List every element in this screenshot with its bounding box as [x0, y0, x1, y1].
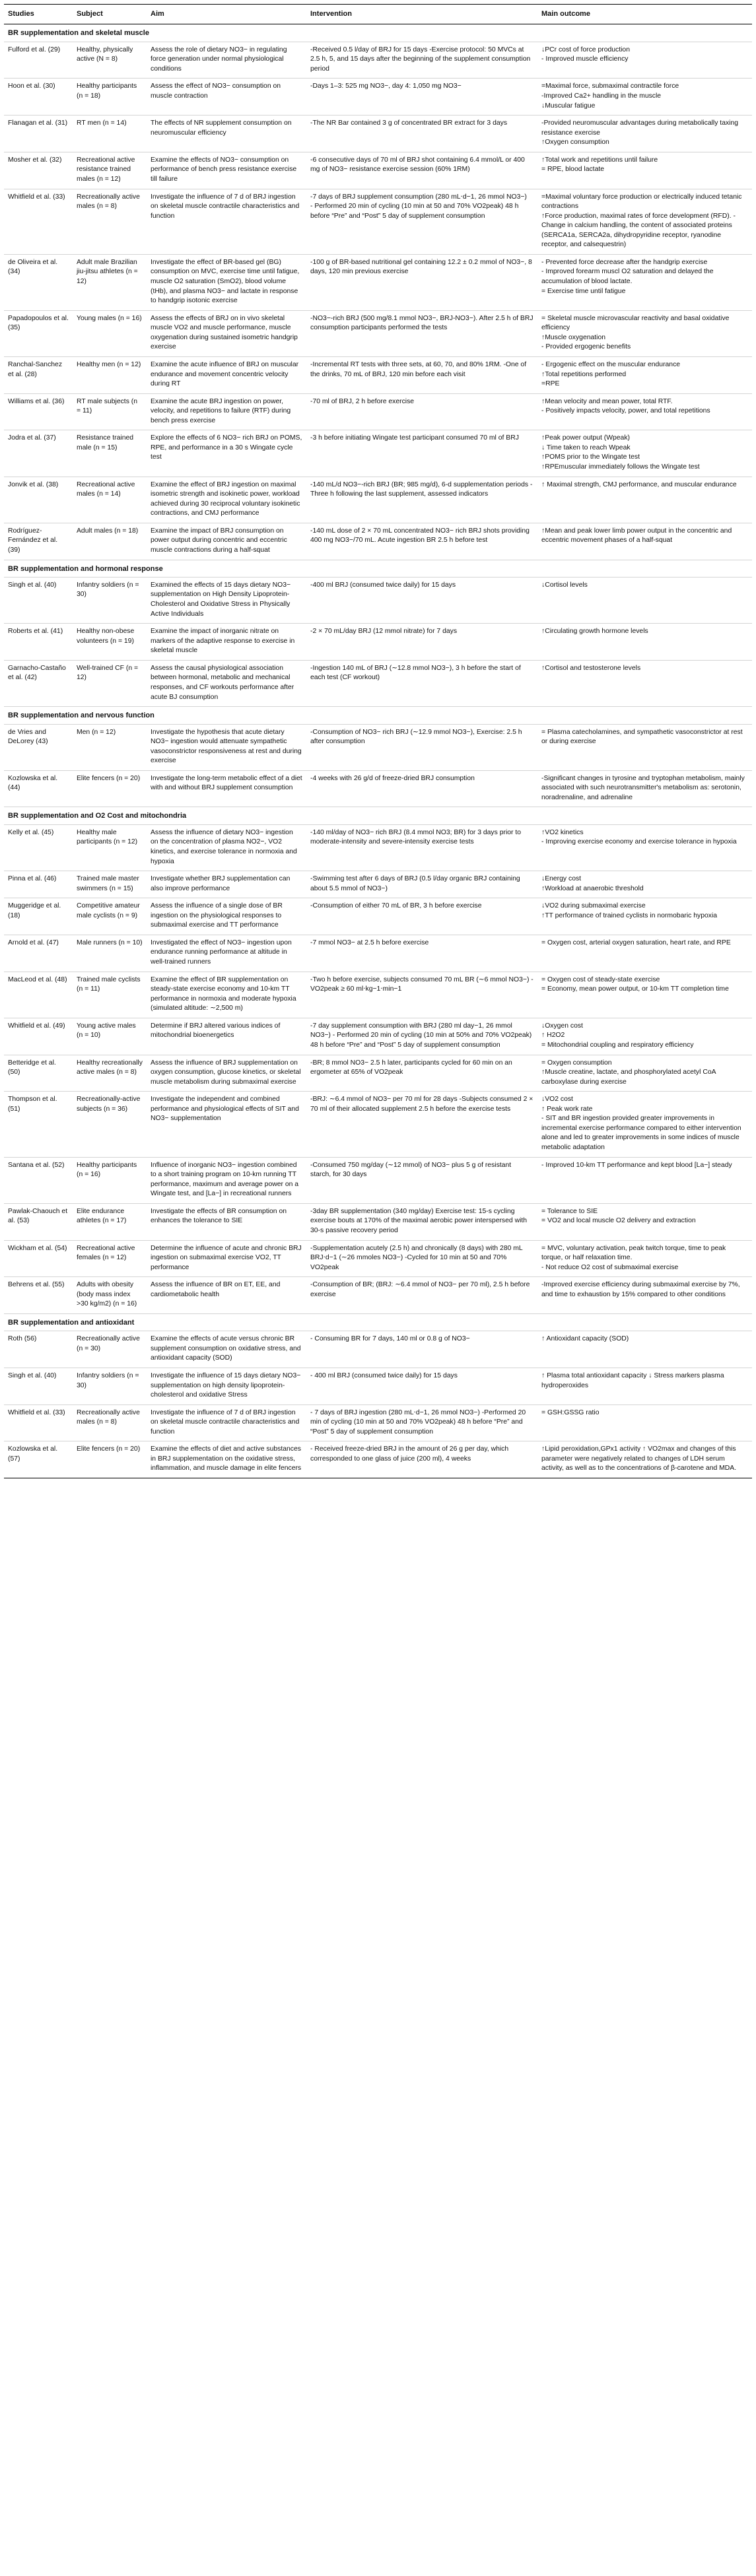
table-row: [4, 724, 752, 770]
outcome-cell: -Provided neuromuscular advantages during metabolically taxing resistance exercise ↑Oxygen consumption: [537, 116, 752, 152]
aim-cell: The effects of NR supplement consumption on neuromuscular efficiency: [147, 116, 306, 152]
outcome-cell: ↑VO2 kinetics - Improving exercise economy and exercise tolerance in hypoxia: [537, 824, 752, 871]
aim-cell: Examine the effect of BRJ ingestion on maximal isometric strength and isokinetic power, workload achieved during 30 reciprocal voluntary isokinetic contractions, and CMJ performance: [147, 477, 306, 523]
study-cell: Whitfield et al. (49): [4, 1018, 73, 1055]
outcome-cell: ↑ Antioxidant capacity (SOD): [537, 1331, 752, 1368]
subject-cell: Healthy participants (n = 16): [73, 1157, 147, 1203]
table-row: [4, 356, 752, 393]
section-title: BR supplementation and skeletal muscle: [4, 24, 752, 42]
outcome-cell: ↑Peak power output (Wpeak) ↓ Time taken to reach Wpeak ↑POMS prior to the Wingate test ↑RPEmuscular immediately follows the Wingate test: [537, 430, 752, 477]
intervention-cell: -BR; 8 mmol NO3− 2.5 h later, participants cycled for 60 min on an ergometer at 65% of VO2peak: [306, 1055, 537, 1092]
study-cell: Jodra et al. (37): [4, 430, 73, 477]
subject-cell: Healthy, physically active (N = 8): [73, 42, 147, 79]
section-row: [4, 24, 752, 42]
outcome-cell: ↑Mean velocity and mean power, total RTF. - Positively impacts velocity, power, and total repetitions: [537, 393, 752, 430]
subject-cell: Healthy male participants (n = 12): [73, 824, 147, 871]
outcome-cell: ↑Total work and repetitions until failure = RPE, blood lactate: [537, 152, 752, 189]
intervention-cell: -140 mL dose of 2 × 70 mL concentrated NO3− rich BRJ shots providing 400 mg NO3−/70 mL. Acute ingestion BR 2.5 h before test: [306, 523, 537, 560]
subject-cell: Competitive amateur male cyclists (n = 9): [73, 898, 147, 935]
table-row: [4, 42, 752, 79]
section-title: BR supplementation and hormonal response: [4, 560, 752, 577]
header-row: [4, 5, 752, 24]
study-cell: Ranchal-Sanchez et al. (28): [4, 356, 73, 393]
aim-cell: Assess the influence of BR on ET, EE, and cardiometabolic health: [147, 1277, 306, 1314]
aim-cell: Examine the acute BRJ ingestion on power, velocity, and repetitions to failure (RTF) during bench press exercise: [147, 393, 306, 430]
outcome-cell: ↑Cortisol and testosterone levels: [537, 660, 752, 706]
subject-cell: Healthy non-obese volunteers (n = 19): [73, 624, 147, 661]
outcome-cell: = GSH:GSSG ratio: [537, 1404, 752, 1441]
table-row: [4, 189, 752, 254]
outcome-cell: ↑Circulating growth hormone levels: [537, 624, 752, 661]
study-cell: Santana et al. (52): [4, 1157, 73, 1203]
intervention-cell: -3day BR supplementation (340 mg/day) Exercise test: 15-s cycling exercise bouts at 170% of the maximal aerobic power interspersed with 30-s passive recovery period: [306, 1203, 537, 1240]
intervention-cell: -70 ml of BRJ, 2 h before exercise: [306, 393, 537, 430]
data-table: [4, 4, 752, 1478]
study-cell: Singh et al. (40): [4, 577, 73, 623]
subject-cell: Elite endurance athletes (n = 17): [73, 1203, 147, 1240]
table-row: [4, 79, 752, 116]
section-title: BR supplementation and antioxidant: [4, 1313, 752, 1331]
aim-cell: Examine the effects of acute versus chronic BR supplement consumption on oxidative stress, and antioxidant capacity (SOD): [147, 1331, 306, 1368]
subject-cell: Recreationally active males (n = 8): [73, 189, 147, 254]
intervention-cell: -Supplementation acutely (2.5 h) and chronically (8 days) with 280 mL BRJ⋅d−1 (∼26 mmoles NO3−) -Cycled for 10 min at 50 and 70% VO2peak: [306, 1240, 537, 1277]
subject-cell: Trained male master swimmers (n = 15): [73, 871, 147, 898]
aim-cell: Examined the effects of 15 days dietary NO3− supplementation on High Density Lipoprotein-Cholesterol and Oxidative Stress in Physically Active Individuals: [147, 577, 306, 623]
study-cell: Whitfield et al. (33): [4, 189, 73, 254]
study-cell: Jonvik et al. (38): [4, 477, 73, 523]
subject-cell: Adult males (n = 18): [73, 523, 147, 560]
subject-cell: Young males (n = 16): [73, 310, 147, 356]
outcome-cell: = MVC, voluntary activation, peak twitch torque, time to peak torque, or half relaxation time. - Not reduce O2 cost of submaximal exercise: [537, 1240, 752, 1277]
table-row: [4, 310, 752, 356]
section-row: [4, 807, 752, 824]
outcome-cell: =Maximal force, submaximal contractile force -Improved Ca2+ handling in the muscle ↓Muscular fatigue: [537, 79, 752, 116]
intervention-cell: -Two h before exercise, subjects consumed 70 mL BR (∼6 mmol NO3−) - VO2peak ≥ 60 ml⋅kg−1⋅min−1: [306, 972, 537, 1018]
outcome-cell: =Maximal voluntary force production or electrically induced tetanic contractions ↑Force production, maximal rates of force development (RFD). - Change in calcium handling, the content of associated proteins (SERCA1a, SERCA2a, dihydropyridine receptor, ryanodine receptor, and calsequestrin): [537, 189, 752, 254]
study-cell: Rodríguez-Fernández et al. (39): [4, 523, 73, 560]
study-cell: Kelly et al. (45): [4, 824, 73, 871]
table-row: [4, 1404, 752, 1441]
subject-cell: Well-trained CF (n = 12): [73, 660, 147, 706]
table-row: [4, 1368, 752, 1404]
table-row: [4, 1240, 752, 1277]
table-row: [4, 430, 752, 477]
study-cell: Singh et al. (40): [4, 1368, 73, 1404]
aim-cell: Assess the effect of NO3− consumption on muscle contraction: [147, 79, 306, 116]
aim-cell: Assess the influence of a single dose of BR ingestion on the physiological responses to submaximal exercise and TT performance: [147, 898, 306, 935]
table-row: [4, 577, 752, 623]
table-row: [4, 770, 752, 807]
aim-cell: Examine the effects of NO3− consumption on performance of bench press resistance exercise till failure: [147, 152, 306, 189]
study-cell: Hoon et al. (30): [4, 79, 73, 116]
subject-cell: Resistance trained male (n = 15): [73, 430, 147, 477]
intervention-cell: -140 ml/day of NO3− rich BRJ (8.4 mmol NO3; BR) for 3 days prior to moderate-intensity and severe-intensity exercise tests: [306, 824, 537, 871]
aim-cell: Assess the influence of dietary NO3− ingestion on the concentration of plasma NO2−, VO2 kinetics, and exercise tolerance in normoxia and hypoxia: [147, 824, 306, 871]
intervention-cell: -6 consecutive days of 70 ml of BRJ shot containing 6.4 mmol/L or 400 mg of NO3− resistance exercise session (60% 1RM): [306, 152, 537, 189]
intervention-cell: - 7 days of BRJ ingestion (280 mL⋅d−1, 26 mmol NO3−) -Performed 20 min of cycling (10 min at 50 and 70% VO2peak) 48 h before “Pre” and “Post” 5 day of supplement consumption: [306, 1404, 537, 1441]
table-row: [4, 152, 752, 189]
column-header-main-outcome: Main outcome: [537, 5, 752, 24]
aim-cell: Investigate the long-term metabolic effect of a diet with and without BRJ supplement consumption: [147, 770, 306, 807]
intervention-cell: -100 g of BR-based nutritional gel containing 12.2 ± 0.2 mmol of NO3−, 8 days, 120 min previous exercise: [306, 254, 537, 310]
outcome-cell: ↑ Maximal strength, CMJ performance, and muscular endurance: [537, 477, 752, 523]
aim-cell: Assess the effects of BRJ on in vivo skeletal muscle VO2 and muscle performance, muscle oxygenation during sustained isometric handgrip exercise: [147, 310, 306, 356]
section-row: [4, 560, 752, 577]
study-cell: Roth (56): [4, 1331, 73, 1368]
intervention-cell: -The NR Bar contained 3 g of concentrated BR extract for 3 days: [306, 116, 537, 152]
subject-cell: Healthy participants (n = 18): [73, 79, 147, 116]
outcome-cell: ↓Oxygen cost ↑ H2O2 = Mitochondrial coupling and respiratory efficiency: [537, 1018, 752, 1055]
study-cell: Kozlowska et al. (44): [4, 770, 73, 807]
intervention-cell: -7 mmol NO3− at 2.5 h before exercise: [306, 935, 537, 972]
intervention-cell: -7 days of BRJ supplement consumption (280 mL⋅d−1, 26 mmol NO3−) - Performed 20 min of cycling (10 min at 50 and 70% VO2peak) 48 h before “Pre” and “Post” 5 day of supplement consumption: [306, 189, 537, 254]
column-header-subject: Subject: [73, 5, 147, 24]
aim-cell: Determine if BRJ altered various indices of mitochondrial bioenergetics: [147, 1018, 306, 1055]
intervention-cell: -Incremental RT tests with three sets, at 60, 70, and 80% 1RM. -One of the drinks, 70 mL of BRJ, 120 min before each visit: [306, 356, 537, 393]
study-cell: Papadopoulos et al. (35): [4, 310, 73, 356]
aim-cell: Assess the influence of BRJ supplementation on oxygen consumption, glucose kinetics, or skeletal muscle metabolism during submaximal exercise: [147, 1055, 306, 1092]
table-row: [4, 1203, 752, 1240]
study-cell: de Vries and DeLorey (43): [4, 724, 73, 770]
intervention-cell: - Received freeze-dried BRJ in the amount of 26 g per day, which corresponded to one glass of juice (200 ml), 4 weeks: [306, 1441, 537, 1478]
table-row: [4, 477, 752, 523]
table-row: [4, 935, 752, 972]
aim-cell: Determine the influence of acute and chronic BRJ ingestion on submaximal exercise VO2, TT performance: [147, 1240, 306, 1277]
study-cell: Mosher et al. (32): [4, 152, 73, 189]
intervention-cell: -Days 1–3: 525 mg NO3−, day 4: 1,050 mg NO3−: [306, 79, 537, 116]
study-cell: Flanagan et al. (31): [4, 116, 73, 152]
subject-cell: Recreational active resistance trained males (n = 12): [73, 152, 147, 189]
aim-cell: Examine the effect of BR supplementation on steady-state exercise economy and 10-km TT performance in normoxia and moderate hypoxia (simulated altitude: ∼2,500 m): [147, 972, 306, 1018]
aim-cell: Investigate the influence of 15 days dietary NO3− supplementation on high density lipoprotein-cholesterol and oxidative Stress: [147, 1368, 306, 1404]
table-row: [4, 393, 752, 430]
table-row: [4, 1018, 752, 1055]
aim-cell: Investigate the influence of 7 d of BRJ ingestion on skeletal muscle contractile characteristics and function: [147, 189, 306, 254]
aim-cell: Examine the effects of diet and active substances in BRJ supplementation on the oxidative stress, inflammation, and muscle damage in elite fencers: [147, 1441, 306, 1478]
subject-cell: Recreationally-active subjects (n = 36): [73, 1092, 147, 1157]
table-row: [4, 898, 752, 935]
outcome-cell: ↓VO2 cost ↑ Peak work rate - SIT and BR ingestion provided greater improvements in incremental exercise performance compared to either intervention alone and led to greater improvements in some indices of muscle metabolic adaptation: [537, 1092, 752, 1157]
table-row: [4, 1441, 752, 1478]
intervention-cell: -Consumption of either 70 mL of BR, 3 h before exercise: [306, 898, 537, 935]
aim-cell: Investigate whether BRJ supplementation can also improve performance: [147, 871, 306, 898]
aim-cell: Investigate the influence of 7 d of BRJ ingestion on skeletal muscle contractile characteristics and function: [147, 1404, 306, 1441]
subject-cell: Infantry soldiers (n = 30): [73, 577, 147, 623]
aim-cell: Assess the causal physiological association between hormonal, metabolic and mechanical responses, and CF workouts performance after acute BJ consumption: [147, 660, 306, 706]
table-body: [4, 24, 752, 1478]
table-row: [4, 523, 752, 560]
subject-cell: Healthy men (n = 12): [73, 356, 147, 393]
subject-cell: Recreationally active males (n = 8): [73, 1404, 147, 1441]
subject-cell: Men (n = 12): [73, 724, 147, 770]
intervention-cell: -7 day supplement consumption with BRJ (280 ml day−1, 26 mmol NO3−) - Performed 20 min of cycling (10 min at 50% and 70% VO2peak) 48 h before “Pre” and “Post” 5 day of supplement consumption: [306, 1018, 537, 1055]
study-cell: Betteridge et al. (50): [4, 1055, 73, 1092]
table-row: [4, 1055, 752, 1092]
subject-cell: Infantry soldiers (n = 30): [73, 1368, 147, 1404]
subject-cell: Trained male cyclists (n = 11): [73, 972, 147, 1018]
aim-cell: Investigate the effect of BR-based gel (BG) consumption on MVC, exercise time until fatigue, muscle O2 saturation (SmO2), blood volume (tHb), and plasma NO3− and lactate in response to handgrip isotonic exercise: [147, 254, 306, 310]
subject-cell: Male runners (n = 10): [73, 935, 147, 972]
intervention-cell: -Consumption of NO3− rich BRJ (∼12.9 mmol NO3−), Exercise: 2.5 h after consumption: [306, 724, 537, 770]
outcome-cell: -Improved exercise efficiency during submaximal exercise by 7%, and time to exhaustion by 15% compared to other conditions: [537, 1277, 752, 1314]
study-cell: Kozlowska et al. (57): [4, 1441, 73, 1478]
intervention-cell: - 400 ml BRJ (consumed twice daily) for 15 days: [306, 1368, 537, 1404]
outcome-cell: = Plasma catecholamines, and sympathetic vasoconstrictor at rest or during exercise: [537, 724, 752, 770]
outcome-cell: ↓Cortisol levels: [537, 577, 752, 623]
subject-cell: Recreationally active (n = 30): [73, 1331, 147, 1368]
aim-cell: Investigated the effect of NO3− ingestion upon endurance running performance at altitude in well-trained runners: [147, 935, 306, 972]
section-row: [4, 1313, 752, 1331]
study-cell: de Oliveira et al. (34): [4, 254, 73, 310]
intervention-cell: -NO3−-rich BRJ (500 mg/8.1 mmol NO3−, BRJ-NO3−). After 2.5 h of BRJ consumption participants performed the tests: [306, 310, 537, 356]
study-cell: Roberts et al. (41): [4, 624, 73, 661]
aim-cell: Assess the role of dietary NO3− in regulating force generation under normal physiological conditions: [147, 42, 306, 79]
table-row: [4, 1157, 752, 1203]
study-cell: MacLeod et al. (48): [4, 972, 73, 1018]
outcome-cell: = Oxygen cost of steady-state exercise = Economy, mean power output, or 10-km TT completion time: [537, 972, 752, 1018]
study-cell: Garnacho-Castaño et al. (42): [4, 660, 73, 706]
study-cell: Wickham et al. (54): [4, 1240, 73, 1277]
aim-cell: Investigate the independent and combined performance and physiological effects of SIT and NO3− supplementation: [147, 1092, 306, 1157]
section-title: BR supplementation and O2 Cost and mitochondria: [4, 807, 752, 824]
study-cell: Pawlak-Chaouch et al. (53): [4, 1203, 73, 1240]
outcome-cell: ↓Energy cost ↑Workload at anaerobic threshold: [537, 871, 752, 898]
outcome-cell: = Oxygen consumption ↑Muscle creatine, lactate, and phosphorylated acetyl CoA carboxylase during exercise: [537, 1055, 752, 1092]
aim-cell: Investigate the hypothesis that acute dietary NO3− ingestion would attenuate sympathetic vasoconstrictor responsiveness at rest and during exercise: [147, 724, 306, 770]
intervention-cell: -3 h before initiating Wingate test participant consumed 70 ml of BRJ: [306, 430, 537, 477]
table-row: [4, 624, 752, 661]
subject-cell: Elite fencers (n = 20): [73, 1441, 147, 1478]
outcome-cell: ↑Lipid peroxidation,GPx1 activity ↑ VO2max and changes of this parameter were negatively related to changes of LDH serum activity, as well as to the concentrations of β-carotene and MDA.: [537, 1441, 752, 1478]
aim-cell: Explore the effects of 6 NO3− rich BRJ on POMS, RPE, and performance in a 30 s Wingate cycle test: [147, 430, 306, 477]
column-header-aim: Aim: [147, 5, 306, 24]
table-row: [4, 254, 752, 310]
table-row: [4, 1331, 752, 1368]
intervention-cell: -Consumed 750 mg/day (∼12 mmol) of NO3− plus 5 g of resistant starch, for 30 days: [306, 1157, 537, 1203]
table-row: [4, 824, 752, 871]
study-cell: Behrens et al. (55): [4, 1277, 73, 1314]
column-header-studies: Studies: [4, 5, 73, 24]
table-row: [4, 1092, 752, 1157]
aim-cell: Investigate the effects of BR consumption on enhances the tolerance to SIE: [147, 1203, 306, 1240]
aim-cell: Examine the impact of inorganic nitrate on markers of the adaptive response to exercise in skeletal muscle: [147, 624, 306, 661]
subject-cell: RT male subjects (n = 11): [73, 393, 147, 430]
study-cell: Fulford et al. (29): [4, 42, 73, 79]
outcome-cell: -Significant changes in tyrosine and tryptophan metabolism, mainly associated with such neurotransmitter's metabolism as: serotonin, noradrenaline, and adrenaline: [537, 770, 752, 807]
table-row: [4, 1277, 752, 1314]
section-row: [4, 707, 752, 724]
outcome-cell: ↑ Plasma total antioxidant capacity ↓ Stress markers plasma hydroperoxides: [537, 1368, 752, 1404]
table-row: [4, 972, 752, 1018]
intervention-cell: -Swimming test after 6 days of BRJ (0.5 l/day organic BRJ containing about 5.5 mmol of NO3−): [306, 871, 537, 898]
study-cell: Arnold et al. (47): [4, 935, 73, 972]
table-row: [4, 660, 752, 706]
outcome-cell: ↑Mean and peak lower limb power output in the concentric and eccentric movement phases of a half-squat: [537, 523, 752, 560]
subject-cell: Elite fencers (n = 20): [73, 770, 147, 807]
intervention-cell: - Consuming BR for 7 days, 140 ml or 0.8 g of NO3−: [306, 1331, 537, 1368]
intervention-cell: -Received 0.5 l/day of BRJ for 15 days -Exercise protocol: 50 MVCs at 2.5 h, 5, and 15 days after the beginning of the supplement consumption period: [306, 42, 537, 79]
outcome-cell: = Skeletal muscle microvascular reactivity and basal oxidative efficiency ↑Muscle oxygenation - Provided ergogenic benefits: [537, 310, 752, 356]
column-header-intervention: Intervention: [306, 5, 537, 24]
intervention-cell: -2 × 70 mL/day BRJ (12 mmol nitrate) for 7 days: [306, 624, 537, 661]
outcome-cell: - Ergogenic effect on the muscular endurance ↑Total repetitions performed =RPE: [537, 356, 752, 393]
study-cell: Thompson et al. (51): [4, 1092, 73, 1157]
outcome-cell: = Tolerance to SIE = VO2 and local muscle O2 delivery and extraction: [537, 1203, 752, 1240]
study-cell: Whitfield et al. (33): [4, 1404, 73, 1441]
subject-cell: Adults with obesity (body mass index >30 kg/m2) (n = 16): [73, 1277, 147, 1314]
outcome-cell: = Oxygen cost, arterial oxygen saturation, heart rate, and RPE: [537, 935, 752, 972]
outcome-cell: - Improved 10-km TT performance and kept blood [La−] steady: [537, 1157, 752, 1203]
subject-cell: Recreational active males (n = 14): [73, 477, 147, 523]
intervention-cell: -400 ml BRJ (consumed twice daily) for 15 days: [306, 577, 537, 623]
subject-cell: Adult male Brazilian jiu-jitsu athletes (n = 12): [73, 254, 147, 310]
study-cell: Williams et al. (36): [4, 393, 73, 430]
aim-cell: Influence of inorganic NO3− ingestion combined to a short training program on 10-km running TT performance, maximum and average power on a Wingate test, and [La−] in recreational runners: [147, 1157, 306, 1203]
table-row: [4, 116, 752, 152]
study-cell: Muggeridge et al. (18): [4, 898, 73, 935]
intervention-cell: -Ingestion 140 mL of BRJ (∼12.8 mmol NO3−), 3 h before the start of each test (CF workout): [306, 660, 537, 706]
subject-cell: Healthy recreationally active males (n = 8): [73, 1055, 147, 1092]
aim-cell: Examine the acute influence of BRJ on muscular endurance and movement concentric velocity during RT: [147, 356, 306, 393]
intervention-cell: -Consumption of BR; (BRJ: ∼6.4 mmol of NO3− per 70 ml), 2.5 h before exercise: [306, 1277, 537, 1314]
intervention-cell: -4 weeks with 26 g/d of freeze-dried BRJ consumption: [306, 770, 537, 807]
intervention-cell: -140 mL/d NO3−-rich BRJ (BR; 985 mg/d), 6-d supplementation periods -Three h following the last supplement, assessed indicators: [306, 477, 537, 523]
study-cell: Pinna et al. (46): [4, 871, 73, 898]
table-row: [4, 871, 752, 898]
outcome-cell: - Prevented force decrease after the handgrip exercise - Improved forearm muscl O2 saturation and delayed the accumulation of blood lactate. = Exercise time until fatigue: [537, 254, 752, 310]
section-title: BR supplementation and nervous function: [4, 707, 752, 724]
subject-cell: Young active males (n = 10): [73, 1018, 147, 1055]
outcome-cell: ↓VO2 during submaximal exercise ↑TT performance of trained cyclists in normobaric hypoxia: [537, 898, 752, 935]
intervention-cell: -BRJ: ∼6.4 mmol of NO3− per 70 ml for 28 days -Subjects consumed 2 × 70 ml of their allocated supplement 2.5 h before the exercise tests: [306, 1092, 537, 1157]
aim-cell: Examine the impact of BRJ consumption on power output during concentric and eccentric muscle contractions during a half-squat: [147, 523, 306, 560]
subject-cell: Recreational active females (n = 12): [73, 1240, 147, 1277]
subject-cell: RT men (n = 14): [73, 116, 147, 152]
outcome-cell: ↓PCr cost of force production - Improved muscle efficiency: [537, 42, 752, 79]
